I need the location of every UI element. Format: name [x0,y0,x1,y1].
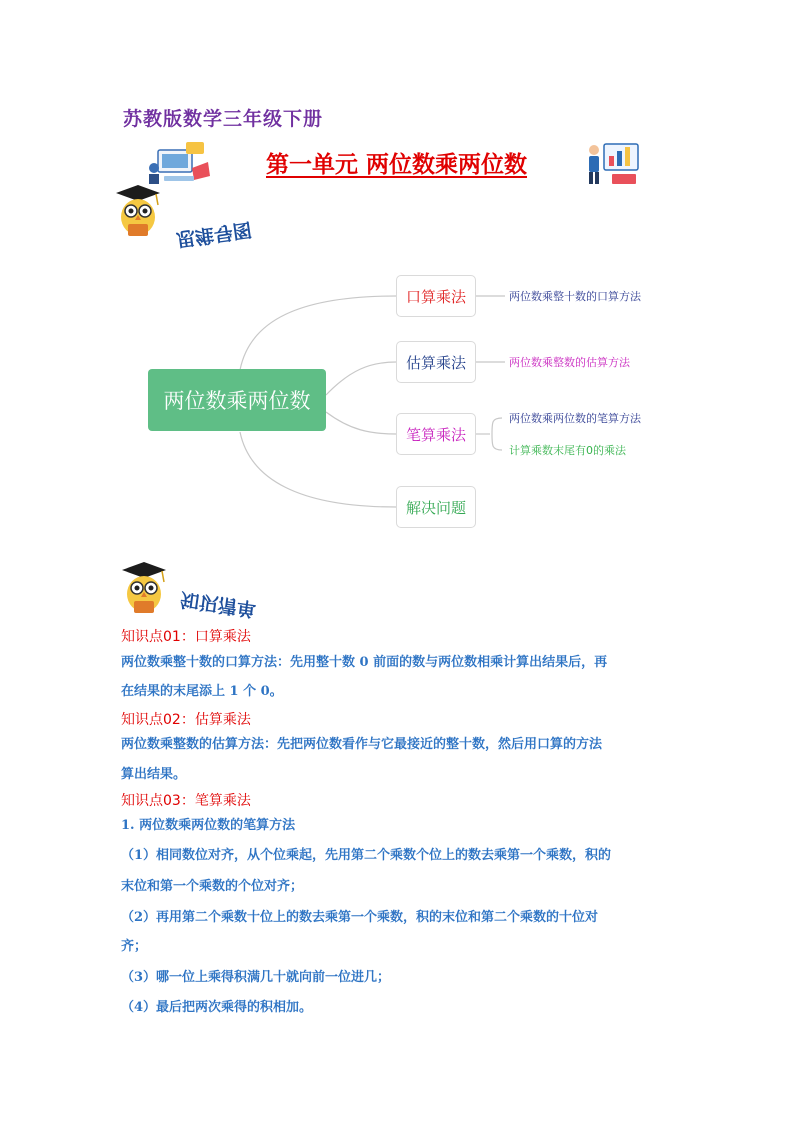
knowledge-section-banner: 知识清单 [179,587,258,621]
mindmap-leaf-oral-method: 两位数乘整十数的口算方法 [509,290,641,303]
knowledge-body-line: 两位数乘整十数的口算方法：先用整十数 0 前面的数与两位数相乘计算出结果后，再 [121,655,608,670]
unit-title: 第一单元 两位数乘两位数 [266,151,528,178]
mindmap-branch-solve: 解决问题 [396,486,476,528]
knowledge-body-line: 末位和第一个乘数的个位对齐； [121,879,304,894]
connector-branch-2 [326,362,396,395]
knowledge-body-line: 两位数乘整数的估算方法：先把两位数看作与它最接近的整十数，然后用口算的方法 [121,737,603,752]
knowledge-body-line: （2）再用第二个乘数十位上的数去乘第一个乘数，积的末位和第二个乘数的十位对 [121,910,599,925]
connector-leaf-3-bracket [492,418,502,450]
connector-branch-1 [240,296,396,370]
mindmap-center-node: 两位数乘两位数 [148,369,326,431]
knowledge-body-line: 1. 两位数乘两位数的笔算方法 [121,818,296,833]
knowledge-point-title: 知识点01：口算乘法 [121,629,251,645]
knowledge-body-line: （3）哪一位上乘得积满几十就向前一位进几； [121,970,391,985]
mindmap-section-banner: 思维导图 [174,217,253,251]
connector-branch-3 [326,412,396,434]
mindmap-leaf-zero-ending: 计算乘数末尾有0的乘法 [509,444,626,457]
mindmap-leaf-estimate-method: 两位数乘整数的估算方法 [509,356,630,369]
series-title: 苏教版数学三年级下册 [123,108,324,130]
knowledge-body-line: 算出结果。 [121,767,187,782]
knowledge-body-line: 齐； [121,939,148,954]
knowledge-body-line: 在结果的末尾添上 1 个 0。 [121,684,283,699]
knowledge-point-title: 知识点02：估算乘法 [121,712,251,728]
owl-mascot-icon [118,560,170,616]
knowledge-body-line: （1）相同数位对齐，从个位乘起，先用第二个乘数个位上的数去乘第一个乘数，积的 [121,848,612,863]
mindmap-leaf-written-method: 两位数乘两位数的笔算方法 [509,412,641,425]
mindmap-branch-written: 笔算乘法 [396,413,476,455]
knowledge-point-title: 知识点03：笔算乘法 [121,793,251,809]
mindmap-branch-oral: 口算乘法 [396,275,476,317]
knowledge-body-line: （4）最后把两次乘得的积相加。 [121,1000,313,1015]
mindmap-branch-estimate: 估算乘法 [396,341,476,383]
connector-branch-4 [240,432,396,507]
